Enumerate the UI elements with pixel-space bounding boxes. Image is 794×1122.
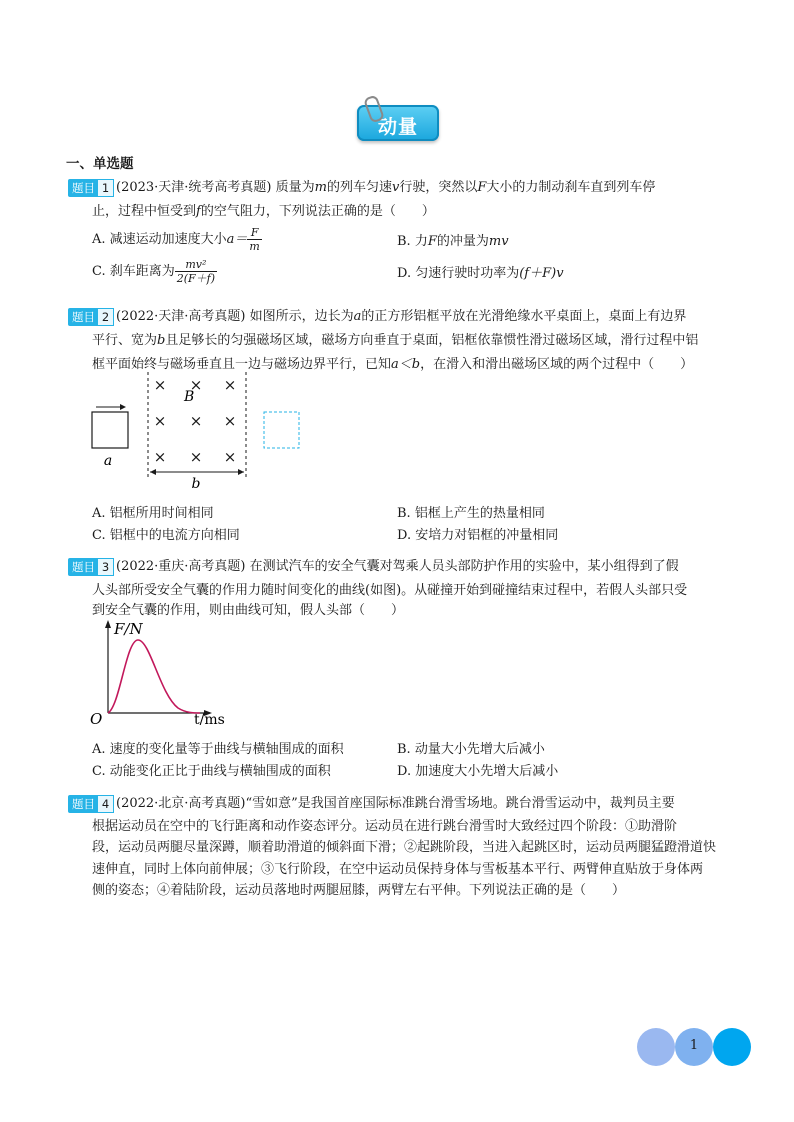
field-cross: × — [189, 448, 203, 466]
question-1-line-2: 止，过程中恒受到f的空气阻力，下列说法正确的是（ ） — [92, 204, 435, 219]
question-tag: 题目 — [68, 795, 99, 813]
page-number: 1 — [689, 1038, 699, 1053]
page-circle-middle — [675, 1028, 713, 1066]
question-2-line-2: 平行、宽为b且足够长的匀强磁场区域，磁场方向垂直于桌面，铝框依靠惯性滑过磁场区域，滑行过程中铝 — [92, 333, 699, 348]
option-a[interactable]: A. 减速运动加速度大小a＝ $\frac{F}{m}$ — [92, 226, 260, 253]
arrow-head — [150, 469, 156, 475]
force-time-graph — [86, 618, 236, 730]
frame-exit-position — [264, 412, 299, 448]
arrow-head — [105, 620, 111, 628]
x-axis-label: t/ms — [194, 712, 225, 728]
option-c[interactable]: C. 刹车距离为 $\frac{\text{mv²}}{2(F+f)}$ — [92, 258, 216, 285]
side-label: a — [103, 453, 113, 469]
question-3-line-2: 人头部所受安全气囊的作用力随时间变化的曲线(如图)。从碰撞开始到碰撞结束过程中，若假人头部只受 — [92, 583, 688, 598]
question-tag: 题目 — [68, 558, 99, 576]
question-1-line-1: 题目 1 (2023·天津·统考高考真题) 质量为m的列车匀速v行驶，突然以F大小的力制动刹车直到列车停 — [68, 176, 655, 197]
option-c[interactable]: C. 动能变化正比于曲线与横轴围成的面积 — [92, 764, 331, 779]
field-label: B — [184, 389, 195, 405]
field-cross: × — [223, 412, 237, 430]
question-2-line-3: 框平面始终与磁场垂直且一边与磁场边界平行，已知a＜b，在滑入和滑出磁场区域的两个过程中（ ） — [92, 357, 694, 372]
option-d[interactable]: D. 匀速行驶时功率为(f＋F)v — [397, 266, 564, 281]
arrow-head — [238, 469, 244, 475]
question-4-line-5: 侧的姿态；④着陆阶段，运动员落地时两腿屈膝，两臂左右平伸。下列说法正确的是（ ） — [92, 883, 626, 898]
field-cross: × — [153, 448, 167, 466]
width-label: b — [191, 476, 201, 492]
fraction: $\frac{\text{mv²}}{2(F+f)}$ — [176, 258, 216, 285]
question-3-line-1: 题目 3 (2022·重庆·高考真题) 在测试汽车的安全气囊对驾乘人员头部防护作用的实验中，某小组得到了假 — [68, 555, 679, 576]
option-b[interactable]: B. 力F的冲量为mv — [397, 234, 509, 249]
question-number: 3 — [97, 558, 114, 576]
page-title: 动量 — [377, 116, 418, 138]
question-4-line-1: 题目 4 (2022·北京·高考真题)“雪如意”是我国首座国际标准跳台滑雪场地。跳台滑雪运动中，裁判员主要 — [68, 792, 675, 813]
question-4-line-2: 根据运动员在空中的飞行距离和动作姿态评分。运动员在进行跳台滑雪时大致经过四个阶段：①助滑阶 — [92, 819, 678, 834]
origin-label: O — [90, 710, 103, 728]
fraction: $\frac{F}{m}$ — [249, 226, 260, 253]
option-d[interactable]: D. 加速度大小先增大后减小 — [397, 764, 559, 779]
field-cross: × — [153, 412, 167, 430]
question-tag: 题目 — [68, 179, 99, 197]
question-number: 2 — [97, 308, 114, 326]
question-3-line-3: 到安全气囊的作用，则由曲线可知，假人头部（ ） — [92, 603, 405, 618]
force-curve — [108, 640, 200, 713]
section-heading: 一、单选题 — [66, 156, 134, 172]
field-cross: × — [153, 376, 167, 394]
field-cross: × — [189, 412, 203, 430]
question-4-line-4: 速伸直，同时上体向前伸展；③飞行阶段，在空中运动员保持身体与雪板基本平行、两臂伸直贴放于身体两 — [92, 862, 704, 877]
page-circle-left — [637, 1028, 675, 1066]
option-b[interactable]: B. 铝框上产生的热量相同 — [397, 506, 545, 521]
field-cross: × — [223, 376, 237, 394]
magnetic-field-figure — [86, 372, 306, 492]
question-number: 4 — [97, 795, 114, 813]
option-a[interactable]: A. 速度的变化量等于曲线与横轴围成的面积 — [92, 742, 344, 757]
arrow-head — [120, 404, 126, 410]
option-c[interactable]: C. 铝框中的电流方向相同 — [92, 528, 240, 543]
question-4-line-3: 段，运动员两腿尽量深蹲，顺着助滑道的倾斜面下滑；②起跳阶段，当进入起跳区时，运动员两腿猛蹬滑道快 — [92, 840, 717, 855]
field-cross: × — [223, 448, 237, 466]
option-a[interactable]: A. 铝框所用时间相同 — [92, 506, 214, 521]
option-d[interactable]: D. 安培力对铝框的冲量相同 — [397, 528, 559, 543]
option-b[interactable]: B. 动量大小先增大后减小 — [397, 742, 545, 757]
question-2-line-1: 题目 2 (2022·天津·高考真题) 如图所示，边长为a的正方形铝框平放在光滑绝缘水平桌面上，桌面上有边界 — [68, 305, 686, 326]
page-indicator — [637, 1028, 752, 1068]
question-tag: 题目 — [68, 308, 99, 326]
field-cross: × — [189, 376, 203, 394]
page-circle-right — [713, 1028, 751, 1066]
y-axis-label: F/N — [114, 620, 143, 638]
question-number: 1 — [97, 179, 114, 197]
aluminum-frame — [92, 412, 128, 448]
